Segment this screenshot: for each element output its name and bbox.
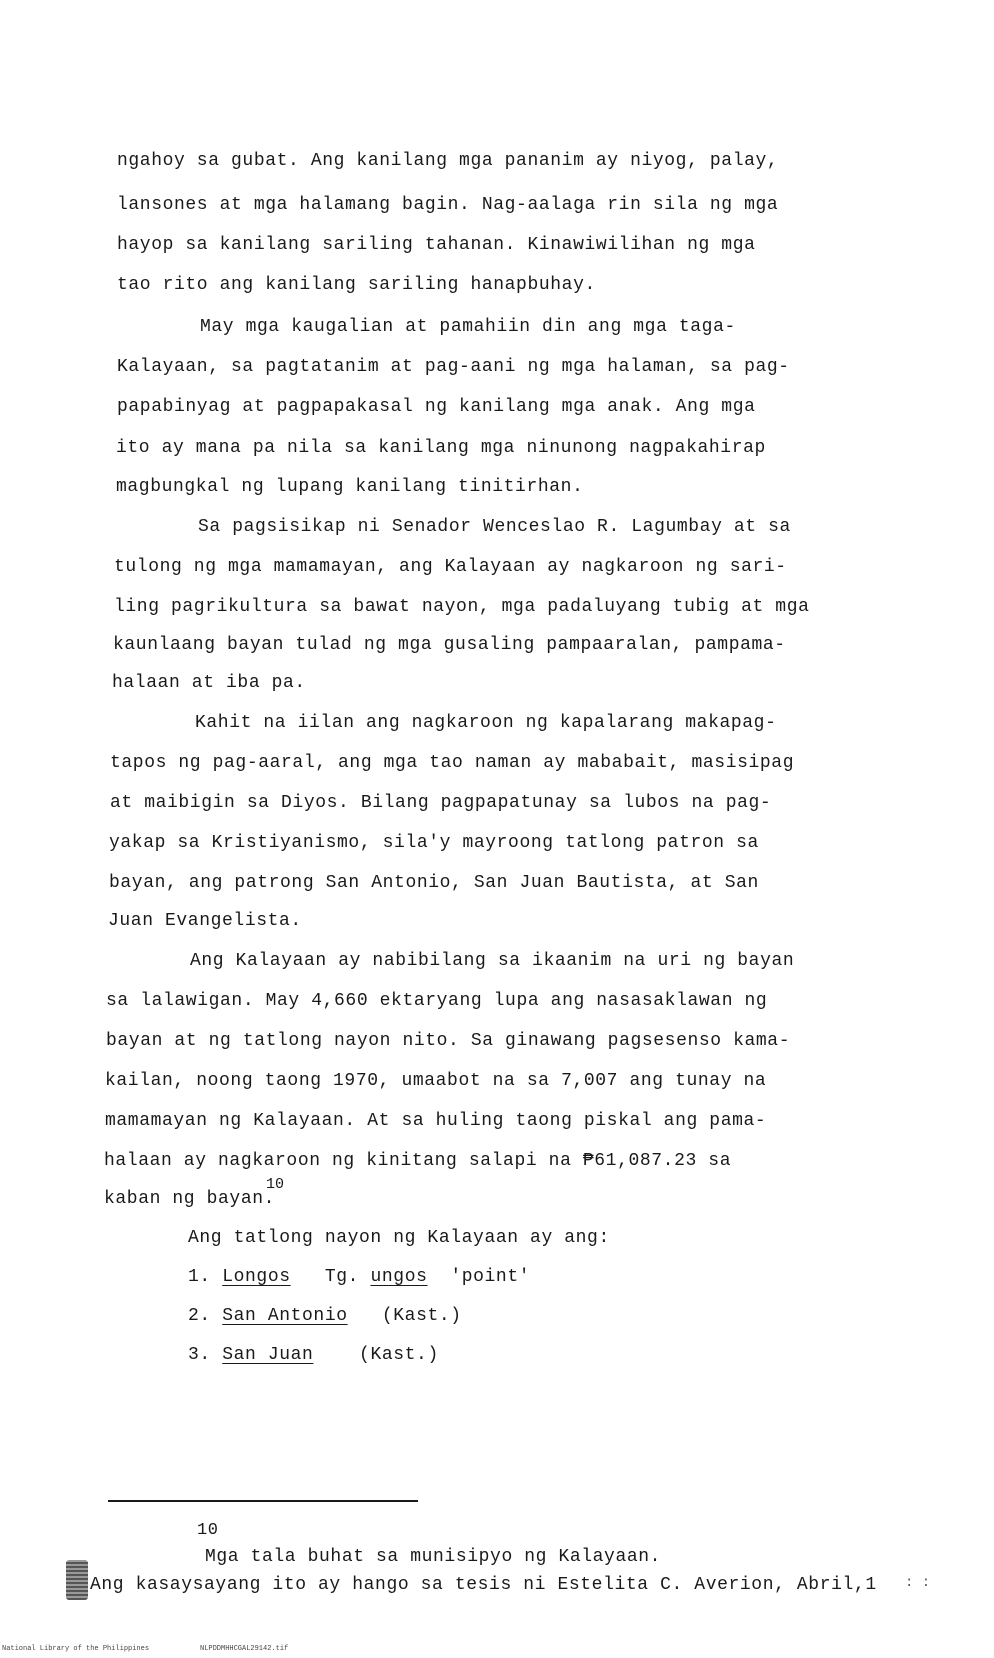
body-line: ngahoy sa gubat. Ang kanilang mga pananim ay niyog, palay, <box>117 151 779 171</box>
body-line: sa lalawigan. May 4,660 ektaryang lupa ang nasasaklawan ng <box>106 991 768 1011</box>
footer-library-label: National Library of the Philippines <box>2 1645 150 1653</box>
footnote-reference: 10 <box>266 1176 285 1193</box>
body-line: ito ay mana pa nila sa kanilang mga ninunong nagpakahirap <box>116 438 766 458</box>
list-item-name: San Antonio <box>222 1306 348 1326</box>
body-line: Ang Kalayaan ay nabibilang sa ikaanim na uri ng bayan <box>190 951 795 971</box>
list-item-etymology-word: ungos <box>370 1267 428 1287</box>
footnote-text: Mga tala buhat sa munisipyo ng Kalayaan. <box>205 1547 662 1567</box>
list-item-number: 3. <box>188 1345 211 1365</box>
list-item <box>188 1344 439 1366</box>
body-line: Juan Evangelista. <box>108 911 302 931</box>
body-line: Sa pagsisikap ni Senador Wenceslao R. Lagumbay at sa <box>198 517 791 537</box>
list-item-number: 1. <box>188 1267 211 1287</box>
list-item-note: (Kast.) <box>359 1345 439 1365</box>
body-line: bayan, ang patrong San Antonio, San Juan Bautista, at San <box>109 873 759 893</box>
body-line: ling pagrikultura sa bawat nayon, mga padaluyang tubig at mga <box>114 597 810 617</box>
body-line: kaunlaang bayan tulad ng mga gusaling pampaaralan, pampama- <box>113 635 786 655</box>
list-item-note: (Kast.) <box>381 1306 462 1326</box>
body-line: halaan at iba pa. <box>112 673 306 693</box>
body-line: Kahit na iilan ang nagkaroon ng kapalarang makapag- <box>195 713 777 733</box>
body-line: May mga kaugalian at pamahiin din ang mga taga- <box>200 317 736 337</box>
footnote-divider <box>108 1500 418 1502</box>
body-line: magbungkal ng lupang kanilang tinitirhan. <box>116 477 584 497</box>
body-line: halaan ay nagkaroon ng kinitang salapi na ₱61,087.23 sa <box>104 1151 732 1171</box>
source-note: Ang kasaysayang ito ay hango sa tesis ni Estelita C. Averion, Abril,1 <box>90 1575 877 1595</box>
body-line: lansones at mga halamang bagin. Nag-aalaga rin sila ng mga <box>117 195 779 215</box>
body-line: kailan, noong taong 1970, umaabot na sa 7,007 ang tunay na <box>105 1071 767 1091</box>
body-line: tulong ng mga mamamayan, ang Kalayaan ay nagkaroon ng sari- <box>114 557 787 577</box>
list-item-gloss: 'point' <box>450 1267 531 1287</box>
body-line: tao rito ang kanilang sariling hanapbuhay. <box>117 275 596 295</box>
body-line: at maibigin sa Diyos. Bilang pagpapatunay sa lubos na pag- <box>110 793 772 813</box>
body-line: kaban ng bayan. <box>104 1189 276 1209</box>
body-line: papabinyag at pagpapakasal ng kanilang mga anak. Ang mga <box>117 397 756 417</box>
body-line: yakap sa Kristiyanismo, sila'y mayroong tatlong patron sa <box>109 833 759 853</box>
list-item <box>188 1266 530 1288</box>
list-item <box>188 1305 462 1327</box>
list-intro: Ang tatlong nayon ng Kalayaan ay ang: <box>188 1228 610 1248</box>
list-item-name: San Juan <box>222 1345 314 1365</box>
body-line: mamamayan ng Kalayaan. At sa huling taong piskal ang pama- <box>105 1111 767 1131</box>
scan-marks: : : <box>905 1575 931 1591</box>
library-stamp-icon <box>66 1560 88 1600</box>
footer-file-name: NLPDDMHHCGAL29142.tif <box>200 1645 289 1653</box>
list-item-name: Longos <box>222 1267 291 1287</box>
body-line: tapos ng pag-aaral, ang mga tao naman ay mababait, masisipag <box>110 753 795 773</box>
list-item-etymology-prefix: Tg. <box>324 1267 360 1287</box>
footnote-number: 10 <box>197 1521 219 1540</box>
body-line: Kalayaan, sa pagtatanim at pag-aani ng mga halaman, sa pag- <box>117 357 790 377</box>
list-item-number: 2. <box>188 1306 211 1326</box>
body-line: bayan at ng tatlong nayon nito. Sa ginawang pagsesenso kama- <box>106 1031 791 1051</box>
body-line: hayop sa kanilang sariling tahanan. Kinawiwilihan ng mga <box>117 235 756 255</box>
